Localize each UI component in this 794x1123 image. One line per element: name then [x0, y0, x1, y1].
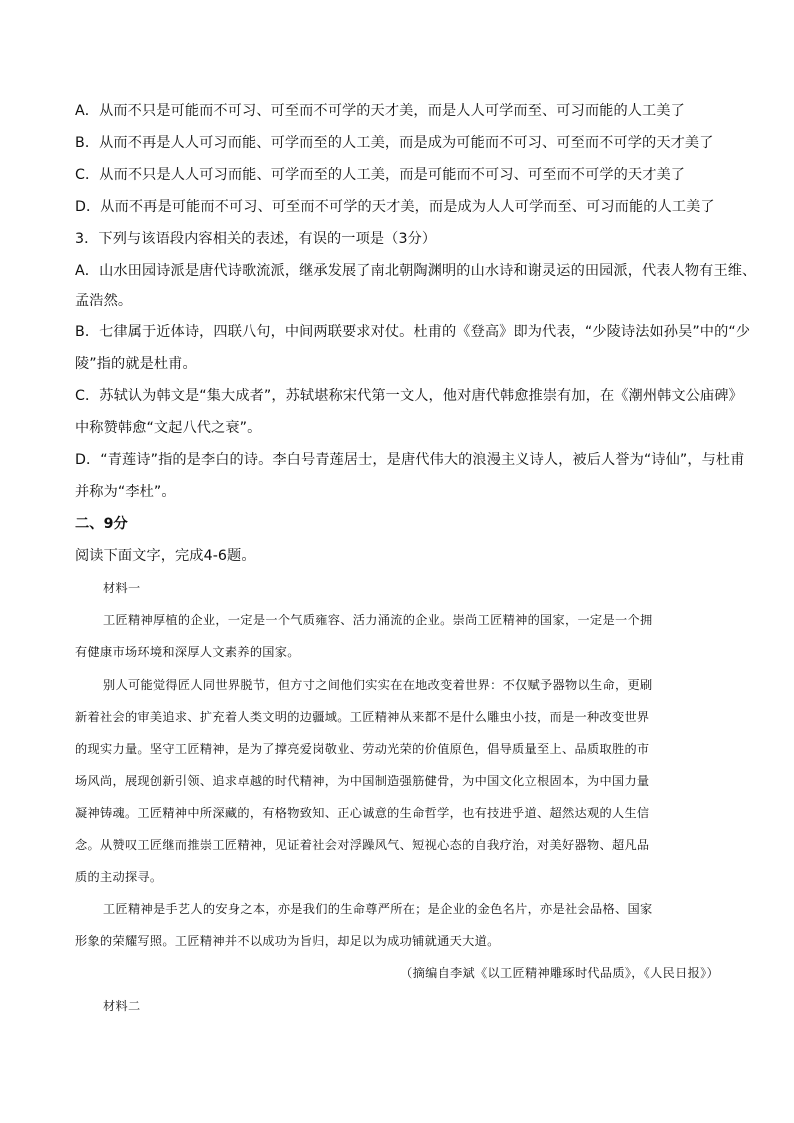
material1-p3-line2: 形象的荣耀写照。工匠精神并不以成功为旨归，却足以为成功铺就通天大道。 — [75, 934, 500, 948]
material1-p2-line6: 念。从赞叹工匠继而推崇工匠精神，见证着社会对浮躁风气、短视心态的自我疗治，对美好器物、超凡品 — [75, 838, 650, 852]
q3-option-a-line1: A．山水田园诗派是唐代诗歌流派，继承发展了南北朝陶渊明的山水诗和谢灵运的田园派，代表人物有王维、 — [75, 263, 757, 279]
material1-p2-line1: 别人可能觉得匠人同世界脱节，但方寸之间他们实实在在地改变着世界：不仅赋予器物以生命，更刷 — [103, 678, 653, 692]
material2-title: 材料二 — [103, 999, 141, 1013]
q3-option-d-line1: D．“青莲诗”指的是李白的诗。李白号青莲居士，是唐代伟大的浪漫主义诗人，被后人誉为“诗仙”，与杜甫 — [75, 452, 745, 468]
q3-option-d-line2: 并称为“李杜”。 — [75, 484, 176, 500]
q3-option-b-line2: 陵”指的就是杜甫。 — [75, 356, 197, 372]
material1-p2-line4: 场风尚，展现创新引领、追求卓越的时代精神，为中国制造强筋健骨，为中国文化立根固本，为中国力量 — [75, 774, 650, 788]
q2-option-b: B．从而不再是人人可习而能、可学而至的人工美，而是成为可能而不可习、可至而不可学的天才美了 — [75, 135, 714, 151]
section-heading: 二、9分 — [75, 516, 128, 532]
material1-source: （摘编自李斌《以工匠精神雕琢时代品质》，《人民日报》） — [400, 966, 719, 980]
q3-option-c-line2: 中称赞韩愈“文起八代之衰”。 — [75, 420, 262, 436]
q2-option-a: A．从而不只是可能而不可习、可至而不可学的天才美，而是人人可学而至、可习而能的人工美了 — [75, 103, 685, 119]
material1-p2-line5: 凝神铸魂。工匠精神中所深藏的，有格物致知、正心诚意的生命哲学，也有技进乎道、超然达观的人生信 — [75, 806, 650, 820]
q3-option-c-line1: C．苏轼认为韩文是“集大成者”，苏轼堪称宋代第一文人，他对唐代韩愈推崇有加，在《潮州韩文公庙碑》 — [75, 388, 743, 404]
material1-p1-line1: 工匠精神厚植的企业，一定是一个气质雍容、活力涌流的企业。崇尚工匠精神的国家，一定是一个拥 — [103, 613, 653, 627]
material1-p3-line1: 工匠精神是手艺人的安身之本，亦是我们的生命尊严所在；是企业的金色名片，亦是社会品格、国家 — [103, 902, 653, 916]
q2-option-c: C．从而不只是人人可习而能、可学而至的人工美，而是可能而不可习、可至而不可学的天才美了 — [75, 167, 686, 183]
material1-p1-line2: 有健康市场环境和深厚人文素养的国家。 — [75, 645, 300, 659]
material1-p2-line3: 的现实力量。坚守工匠精神，是为了撑亮爱岗敬业、劳动光荣的价值原色，倡导质量至上、品质取胜的市 — [75, 742, 650, 756]
q3-stem: 3．下列与该语段内容相关的表述，有误的一项是（3分） — [75, 231, 437, 247]
material1-p2-line2: 新着社会的审美追求、扩充着人类文明的边疆域。工匠精神从来都不是什么雕虫小技，而是一种改变世界 — [75, 710, 650, 724]
section-instruction: 阅读下面文字，完成4-6题。 — [75, 548, 256, 564]
material1-title: 材料一 — [103, 581, 141, 595]
q3-option-a-line2: 孟浩然。 — [75, 293, 133, 309]
q2-option-d: D．从而不再是可能而不可习、可至而不可学的天才美，而是成为人人可学而至、可习而能的人工美了 — [75, 199, 715, 215]
material1-p2-line7: 质的主动探寻。 — [75, 870, 163, 884]
q3-option-b-line1: B．七律属于近体诗，四联八句，中间两联要求对仗。杜甫的《登高》即为代表，“少陵诗法如孙吴”中的“少 — [75, 324, 751, 340]
